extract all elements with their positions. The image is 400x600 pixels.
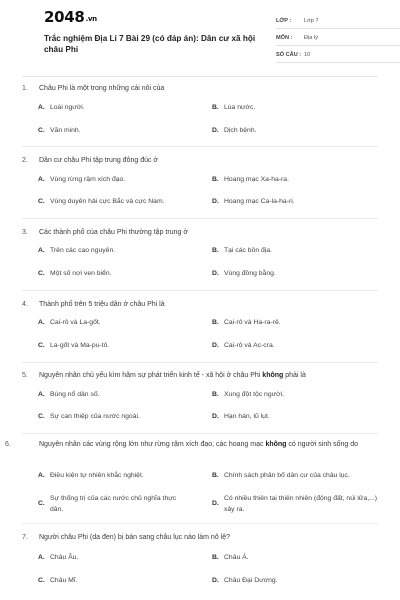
question-divider <box>22 290 378 291</box>
question-7 <box>0 524 400 600</box>
option-b[interactable]: B. Hoang mạc Xa-ha-ra. <box>212 176 289 183</box>
option-d[interactable]: D. Châu Đại Dương. <box>212 577 278 584</box>
meta-class: LỚP : Lớp 7 <box>276 14 400 29</box>
question-text: 6. Nguyên nhân các vùng rộng lớn như rừng rậm xích đạo, các hoang mạc không có người sinh sống do <box>5 441 358 448</box>
option-b[interactable]: B. Xung đột tộc người. <box>212 391 285 398</box>
question-2 <box>0 150 400 222</box>
question-divider <box>22 218 378 219</box>
question-text: 3. Các thành phố của châu Phi thường tập trung ở <box>22 229 188 236</box>
question-text: 1. Châu Phi là một trong những cái nôi của <box>22 85 165 92</box>
document-header <box>22 0 378 78</box>
option-d[interactable]: D. Cai-rô và Ac-cra. <box>212 342 275 349</box>
option-c[interactable]: C. Châu Mĩ. <box>38 577 78 584</box>
question-text: 2. Dân cư châu Phi tập trung đông đúc ở <box>22 157 159 164</box>
question-1 <box>0 78 400 150</box>
option-a[interactable]: A. Trên các cao nguyên. <box>38 247 116 254</box>
option-d[interactable]: D. Vùng đồng bằng. <box>212 270 276 277</box>
question-text: 5. Nguyên nhân chủ yếu kìm hãm sự phát triển kinh tế - xã hội ở châu Phi không phải là <box>22 372 306 379</box>
option-d[interactable]: D. Có nhiều thiên tai thiên nhiên (động đất, núi lửa,...) xảy ra. <box>212 495 378 513</box>
emphasis-negation: không <box>265 441 287 448</box>
option-b[interactable]: B. Chính sách phân bố dân cư của châu lục. <box>212 472 350 479</box>
option-a[interactable]: A. Loài người. <box>38 104 85 111</box>
option-c[interactable]: C. Một số nơi ven biển. <box>38 270 112 277</box>
header-divider <box>22 76 378 77</box>
option-a[interactable]: A. Điều kiện tự nhiên khắc nghiệt. <box>38 472 144 479</box>
option-c[interactable]: C. Vùng duyên hải cực Bắc và cực Nam. <box>38 198 165 205</box>
question-text: 4. Thành phố trên 5 triệu dân ở châu Phi là <box>22 301 165 308</box>
question-text: 7. Người châu Phi (da đen) bị bán sang châu lục nào làm nô lệ? <box>22 534 231 541</box>
option-c[interactable]: C. La-gốt và Ma-pu-tô. <box>38 342 110 349</box>
option-b[interactable]: B. Tại các bồn địa. <box>212 247 272 254</box>
option-a[interactable]: A. Bùng nổ dân số. <box>38 391 100 398</box>
question-4 <box>0 294 400 366</box>
option-d[interactable]: D. Hoang mạc Ca-la-ha-ri. <box>212 198 295 205</box>
document-title: Trắc nghiệm Địa Lí 7 Bài 29 (có đáp án): Dân cư xã hội châu Phi <box>44 34 256 54</box>
meta-question-count: SỐ CÂU : 10 <box>276 48 400 63</box>
question-5 <box>0 366 400 438</box>
option-b[interactable]: B. Lúa nước. <box>212 104 256 111</box>
question-6 <box>0 434 400 524</box>
meta-subject: MÔN : Địa lý <box>276 31 400 46</box>
option-d[interactable]: D. Dịch bệnh. <box>212 127 257 134</box>
question-3 <box>0 222 400 294</box>
emphasis-negation: không <box>262 372 284 379</box>
site-logo[interactable]: 2048.vn <box>44 8 97 26</box>
option-b[interactable]: B. Cai-rô và Ha-ra-rê. <box>212 319 281 326</box>
question-divider <box>22 146 378 147</box>
question-divider <box>22 362 378 363</box>
option-c[interactable]: C. Sự thống trị của các nước chủ nghĩa thực dân. <box>38 495 177 513</box>
option-a[interactable]: A. Châu Âu. <box>38 554 79 561</box>
option-a[interactable]: A. Vùng rừng rậm xích đạo. <box>38 176 126 183</box>
option-d[interactable]: D. Hạn hán, lũ lụt. <box>212 413 270 420</box>
option-c[interactable]: C. Văn minh. <box>38 127 81 134</box>
option-a[interactable]: A. Cai-rô và La-gốt. <box>38 319 101 326</box>
option-b[interactable]: B. Châu Á. <box>212 554 249 561</box>
document-meta <box>276 14 400 65</box>
option-c[interactable]: C. Sự can thiệp của nước ngoài. <box>38 413 140 420</box>
